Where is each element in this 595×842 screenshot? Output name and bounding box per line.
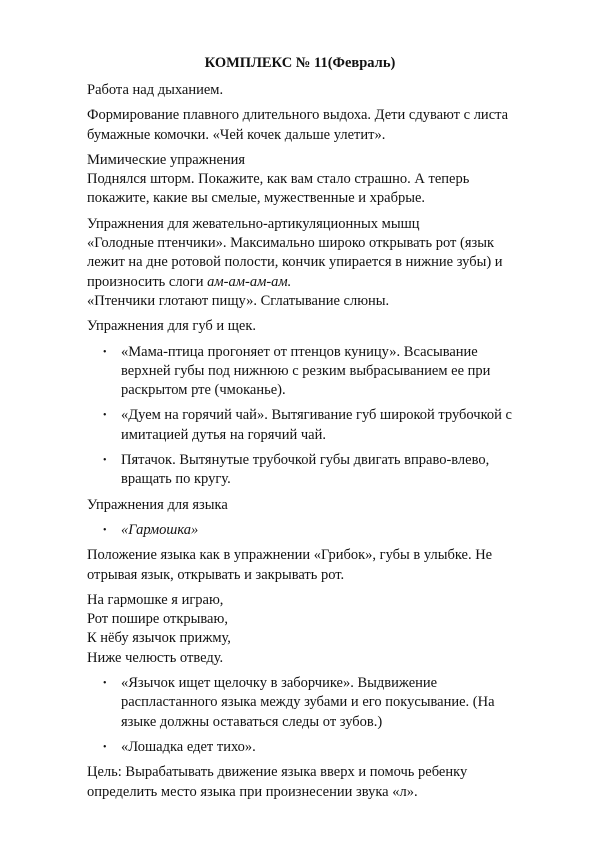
- list-item: • «Язычок ищет щелочку в заборчике». Выдвижение распластанного языка между зубами и его покусывание. (На языке должны оставаться следы от зубов.): [103, 675, 495, 730]
- poem-line: Рот пошире открываю,: [87, 611, 228, 628]
- tongue-goal: Цель: Вырабатывать движение языка вверх и помочь ребенку определить место языка при произнесении звука «л».: [87, 764, 468, 800]
- section-breathing-heading: Работа над дыханием.: [87, 82, 224, 98]
- poem-line: Ниже челюсть отведу.: [87, 649, 224, 666]
- section-chewing-text-2: «Птенчики глотают пищу». Сглатывание слюны.: [87, 292, 390, 309]
- bullet-icon: •: [103, 524, 107, 536]
- bullet-icon: •: [103, 741, 107, 753]
- lips-list: [87, 343, 513, 490]
- section-mimic-text: Поднялся шторм. Покажите, как вам стало страшно. А теперь покажите, какие вы смелые, мужественные и храбрые.: [87, 171, 470, 207]
- page-title: КОМПЛЕКС № 11(Февраль): [204, 55, 396, 71]
- tongue-list-1: [87, 521, 513, 540]
- section-breathing-text: Формирование плавного длительного выдоха. Дети сдувают с листа бумажные комочки. «Чей кочек дальше улетит».: [87, 107, 509, 143]
- poem-line: На гармошке я играю,: [87, 591, 224, 608]
- chewing-text-1: «Голодные птенчики». Максимально широко открывать рот (язык лежит на дне ротовой полости, кончик упирается в нижние зубы) и произносить слоги: [87, 235, 503, 290]
- bullet-icon: •: [103, 410, 107, 422]
- bullet-icon: •: [103, 455, 107, 467]
- poem-line: К нёбу язычок прижму,: [87, 630, 231, 647]
- chewing-syllables: ам-ам-ам-ам.: [207, 273, 292, 290]
- bullet-icon: •: [103, 346, 107, 358]
- list-item: • Пятачок. Вытянутые трубочкой губы двигать вправо-влево, вращать по кругу.: [103, 452, 490, 488]
- section-lips-heading: Упражнения для губ и щек.: [87, 318, 257, 335]
- section-tongue-heading: Упражнения для языка: [87, 496, 228, 513]
- tongue-list-2: [87, 674, 513, 757]
- list-item: • «Лошадка едет тихо».: [87, 738, 513, 757]
- list-item: • «Гармошка»: [87, 521, 513, 540]
- section-chewing-text: [87, 234, 513, 292]
- bullet-icon: •: [103, 678, 107, 690]
- section-mimic-heading: Мимические упражнения: [87, 151, 246, 168]
- list-item: • «Мама-птица прогоняет от птенцов куницу». Всасывание верхней губы под нижнюю с резким выбрасыванием ее при раскрытом рте (чмоканье).: [103, 343, 491, 399]
- section-chewing-heading: Упражнения для жевательно-артикуляционных мышц: [87, 215, 420, 232]
- poem: [87, 591, 513, 668]
- list-item: • «Дуем на горячий чай». Вытягивание губ широкой трубочкой с имитацией дутья на горячий чай.: [103, 407, 512, 443]
- tongue-text-1: Положение языка как в упражнении «Грибок», губы в улыбке. Не отрывая язык, открывать и закрывать рот.: [87, 547, 493, 583]
